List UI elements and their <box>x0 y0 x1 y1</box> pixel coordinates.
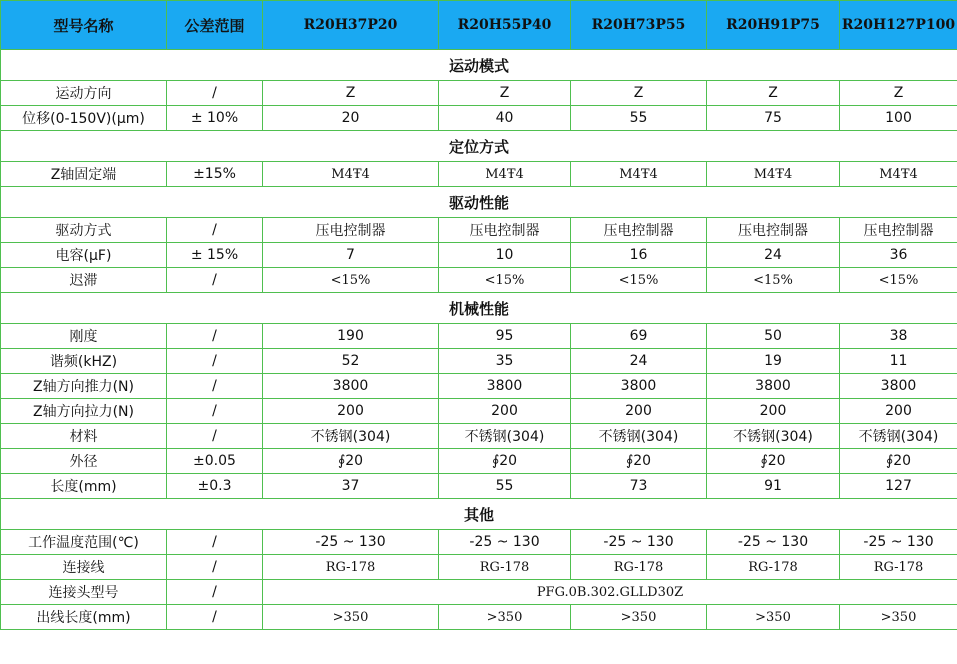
cell-value: -25 ~ 130 <box>263 530 439 555</box>
cell-value: Z <box>439 81 571 106</box>
cell-value: 55 <box>571 106 707 131</box>
cell-value: ∮20 <box>707 449 840 474</box>
row-tolerance: / <box>167 324 263 349</box>
row-label: 连接头型号 <box>1 580 167 605</box>
table-row <box>1 162 957 187</box>
connector-model-value: PFG.0B.302.GLLD30Z <box>263 580 957 605</box>
cell-value: -25 ~ 130 <box>571 530 707 555</box>
cell-value: 95 <box>439 324 571 349</box>
table-row <box>1 268 957 293</box>
section-row <box>1 131 957 162</box>
table-row <box>1 474 957 499</box>
row-label: 运动方向 <box>1 81 167 106</box>
cell-value: 200 <box>263 399 439 424</box>
table-row <box>1 243 957 268</box>
row-label: Z轴方向推力(N) <box>1 374 167 399</box>
cell-value: 91 <box>707 474 840 499</box>
table-row <box>1 530 957 555</box>
row-tolerance: ± 15% <box>167 243 263 268</box>
cell-value: 不锈钢(304) <box>707 424 840 449</box>
cell-value: 75 <box>707 106 840 131</box>
cell-value: 11 <box>840 349 957 374</box>
header-model-name: 型号名称 <box>1 1 167 50</box>
cell-value: ∮20 <box>263 449 439 474</box>
cell-value: 24 <box>707 243 840 268</box>
cell-value: 200 <box>439 399 571 424</box>
cell-value: >350 <box>707 605 840 630</box>
cell-value: >350 <box>439 605 571 630</box>
cell-value: ∮20 <box>439 449 571 474</box>
table-row <box>1 374 957 399</box>
cell-value: 3800 <box>707 374 840 399</box>
table-row <box>1 218 957 243</box>
section-row <box>1 50 957 81</box>
section-title: 驱动性能 <box>1 187 957 218</box>
table-row <box>1 580 957 605</box>
cell-value: -25 ~ 130 <box>707 530 840 555</box>
row-tolerance: / <box>167 580 263 605</box>
cell-value: <15% <box>707 268 840 293</box>
section-row <box>1 187 957 218</box>
header-model: R20H127P100 <box>840 1 957 50</box>
cell-value: 7 <box>263 243 439 268</box>
cell-value: 压电控制器 <box>439 218 571 243</box>
row-label: 材料 <box>1 424 167 449</box>
table-row <box>1 324 957 349</box>
cell-value: 19 <box>707 349 840 374</box>
cell-value: M4Ŧ4 <box>840 162 957 187</box>
row-tolerance: ± 10% <box>167 106 263 131</box>
header-model: R20H73P55 <box>571 1 707 50</box>
row-tolerance: / <box>167 555 263 580</box>
cell-value: 20 <box>263 106 439 131</box>
table-row <box>1 399 957 424</box>
cell-value: 3800 <box>840 374 957 399</box>
row-tolerance: / <box>167 268 263 293</box>
row-tolerance: / <box>167 424 263 449</box>
cell-value: Z <box>840 81 957 106</box>
row-tolerance: / <box>167 218 263 243</box>
cell-value: Z <box>263 81 439 106</box>
cell-value: 10 <box>439 243 571 268</box>
cell-value: Z <box>707 81 840 106</box>
cell-value: RG-178 <box>707 555 840 580</box>
cell-value: 190 <box>263 324 439 349</box>
cell-value: <15% <box>571 268 707 293</box>
cell-value: 37 <box>263 474 439 499</box>
section-title: 其他 <box>1 499 957 530</box>
table-row <box>1 106 957 131</box>
cell-value: 3800 <box>571 374 707 399</box>
cell-value: M4Ŧ4 <box>571 162 707 187</box>
cell-value: ∮20 <box>571 449 707 474</box>
row-label: 外径 <box>1 449 167 474</box>
cell-value: 3800 <box>263 374 439 399</box>
row-label: 谐频(kHZ) <box>1 349 167 374</box>
cell-value: 压电控制器 <box>707 218 840 243</box>
row-tolerance: / <box>167 349 263 374</box>
cell-value: 压电控制器 <box>263 218 439 243</box>
cell-value: RG-178 <box>840 555 957 580</box>
cell-value: 127 <box>840 474 957 499</box>
cell-value: 35 <box>439 349 571 374</box>
cell-value: 压电控制器 <box>571 218 707 243</box>
cell-value: 38 <box>840 324 957 349</box>
table-row <box>1 605 957 630</box>
cell-value: >350 <box>571 605 707 630</box>
cell-value: 55 <box>439 474 571 499</box>
row-label: 长度(mm) <box>1 474 167 499</box>
table-row <box>1 349 957 374</box>
row-tolerance: ±0.3 <box>167 474 263 499</box>
row-label: 位移(0-150V)(μm) <box>1 106 167 131</box>
row-tolerance: / <box>167 81 263 106</box>
cell-value: 不锈钢(304) <box>571 424 707 449</box>
section-title: 机械性能 <box>1 293 957 324</box>
cell-value: 24 <box>571 349 707 374</box>
cell-value: 200 <box>840 399 957 424</box>
cell-value: RG-178 <box>263 555 439 580</box>
row-label: 驱动方式 <box>1 218 167 243</box>
cell-value: 50 <box>707 324 840 349</box>
row-tolerance: / <box>167 374 263 399</box>
header-row <box>1 1 957 50</box>
cell-value: 40 <box>439 106 571 131</box>
cell-value: M4Ŧ4 <box>263 162 439 187</box>
row-tolerance: / <box>167 605 263 630</box>
row-tolerance: ±15% <box>167 162 263 187</box>
cell-value: Z <box>571 81 707 106</box>
cell-value: 200 <box>571 399 707 424</box>
cell-value: <15% <box>263 268 439 293</box>
cell-value: M4Ŧ4 <box>439 162 571 187</box>
cell-value: >350 <box>840 605 957 630</box>
row-tolerance: / <box>167 399 263 424</box>
cell-value: 73 <box>571 474 707 499</box>
section-title: 定位方式 <box>1 131 957 162</box>
cell-value: >350 <box>263 605 439 630</box>
header-model: R20H37P20 <box>263 1 439 50</box>
table-row <box>1 81 957 106</box>
cell-value: 52 <box>263 349 439 374</box>
header-tolerance: 公差范围 <box>167 1 263 50</box>
row-label: Z轴固定端 <box>1 162 167 187</box>
cell-value: -25 ~ 130 <box>840 530 957 555</box>
cell-value: 36 <box>840 243 957 268</box>
cell-value: 100 <box>840 106 957 131</box>
row-label: 刚度 <box>1 324 167 349</box>
cell-value: 不锈钢(304) <box>439 424 571 449</box>
table-row <box>1 555 957 580</box>
table-row <box>1 449 957 474</box>
section-row <box>1 499 957 530</box>
header-model: R20H55P40 <box>439 1 571 50</box>
row-tolerance: ±0.05 <box>167 449 263 474</box>
row-label: 工作温度范围(℃) <box>1 530 167 555</box>
cell-value: <15% <box>439 268 571 293</box>
header-model: R20H91P75 <box>707 1 840 50</box>
row-label: 电容(μF) <box>1 243 167 268</box>
section-row <box>1 293 957 324</box>
row-label: 迟滞 <box>1 268 167 293</box>
cell-value: ∮20 <box>840 449 957 474</box>
cell-value: 不锈钢(304) <box>840 424 957 449</box>
cell-value: 压电控制器 <box>840 218 957 243</box>
table-row <box>1 424 957 449</box>
row-label: Z轴方向拉力(N) <box>1 399 167 424</box>
cell-value: 3800 <box>439 374 571 399</box>
cell-value: 16 <box>571 243 707 268</box>
cell-value: 69 <box>571 324 707 349</box>
row-label: 出线长度(mm) <box>1 605 167 630</box>
cell-value: 不锈钢(304) <box>263 424 439 449</box>
cell-value: M4Ŧ4 <box>707 162 840 187</box>
cell-value: <15% <box>840 268 957 293</box>
row-tolerance: / <box>167 530 263 555</box>
cell-value: 200 <box>707 399 840 424</box>
section-title: 运动模式 <box>1 50 957 81</box>
cell-value: -25 ~ 130 <box>439 530 571 555</box>
row-label: 连接线 <box>1 555 167 580</box>
cell-value: RG-178 <box>439 555 571 580</box>
cell-value: RG-178 <box>571 555 707 580</box>
